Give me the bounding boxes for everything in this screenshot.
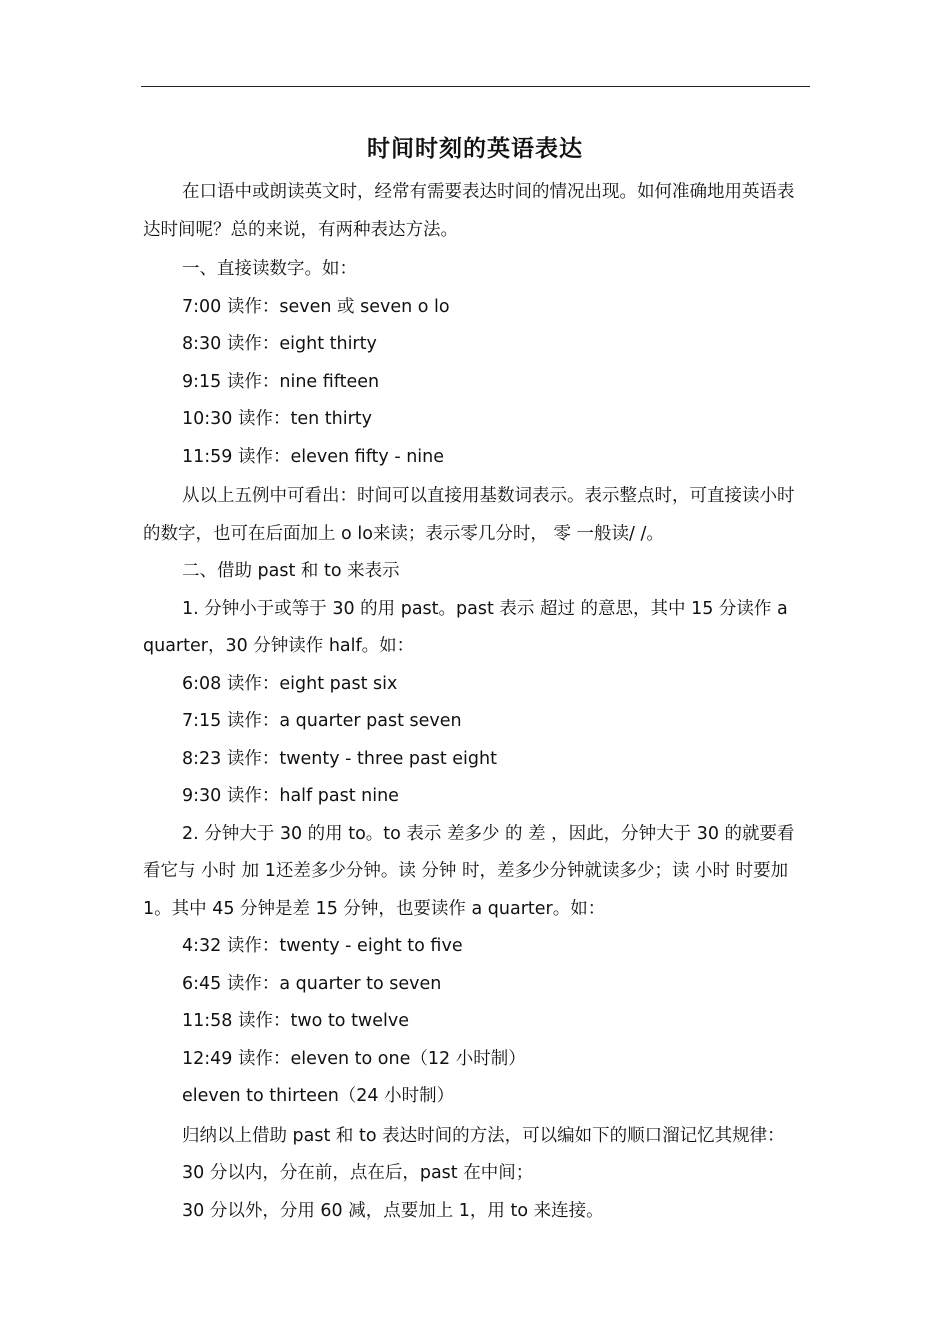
mnemonic-line: 30 分以内，分在前，点在后，past 在中间； <box>182 1163 534 1183</box>
intro-paragraph: 在口语中或朗读英文时，经常有需要表达时间的情况出现。如何准确地用英语表达时间呢？总的来说，有两种表达方法。 <box>143 182 795 240</box>
example-line: 6:08 读作：eight past six <box>182 673 398 694</box>
example-line: 7:15 读作：a quarter past seven <box>182 711 462 731</box>
example-line: 9:15 读作：nine fifteen <box>182 371 380 392</box>
example-line: 9:30 读作：half past nine <box>182 786 399 806</box>
example-line: 8:30 读作：eight thirty <box>182 334 377 354</box>
example-line: 8:23 读作：twenty - three past eight <box>182 748 497 769</box>
section2-heading: 二、借助 past 和 to 来表示 <box>182 561 400 581</box>
mnemonic-line: 30 分以外，分用 60 减，点要加上 1，用 to 来连接。 <box>182 1200 604 1221</box>
example-line: 6:45 读作：a quarter to seven <box>182 973 442 994</box>
example-line: 10:30 读作：ten thirty <box>182 409 373 429</box>
example-line: eleven to thirteen（24 小时制） <box>182 1086 455 1106</box>
document-body <box>143 174 810 1230</box>
section1-heading: 一、直接读数字。如： <box>182 259 357 279</box>
example-line: 12:49 读作：eleven to one（12 小时制） <box>182 1048 526 1069</box>
example-line: 4:32 读作：twenty - eight to five <box>182 936 463 956</box>
page-title: 时间时刻的英语表达 <box>367 136 583 163</box>
example-line: 11:59 读作：eleven fifty - nine <box>182 446 445 467</box>
rule1-paragraph: 1. 分钟小于或等于 30 的用 past。past 表示 超过 的意思，其中 15 分读作 a quarter，30 分钟读作 half。如： <box>143 598 788 656</box>
section1-summary: 从以上五例中可看出：时间可以直接用基数词表示。表示整点时，可直接读小时的数字，也可在后面加上 o lo来读；表示零几分时， 零 一般读/ /。 <box>143 486 795 544</box>
example-line: 11:58 读作：two to twelve <box>182 1011 409 1031</box>
example-line: 7:00 读作：seven 或 seven o lo <box>182 296 450 317</box>
mnemonic-intro: 归纳以上借助 past 和 to 表达时间的方法，可以编如下的顺口溜记忆其规律： <box>182 1125 785 1146</box>
header-rule <box>141 86 810 87</box>
rule2-paragraph: 2. 分钟大于 30 的用 to。to 表示 差多少 的 差 ，因此，分钟大于 30 的就要看看它与 小时 加 1还差多少分钟。读 分钟 时，差多少分钟就读多少；读 小时 时要加 1。其中 45 分钟是差 15 分钟，也要读作 a quarter。如： <box>143 823 795 919</box>
